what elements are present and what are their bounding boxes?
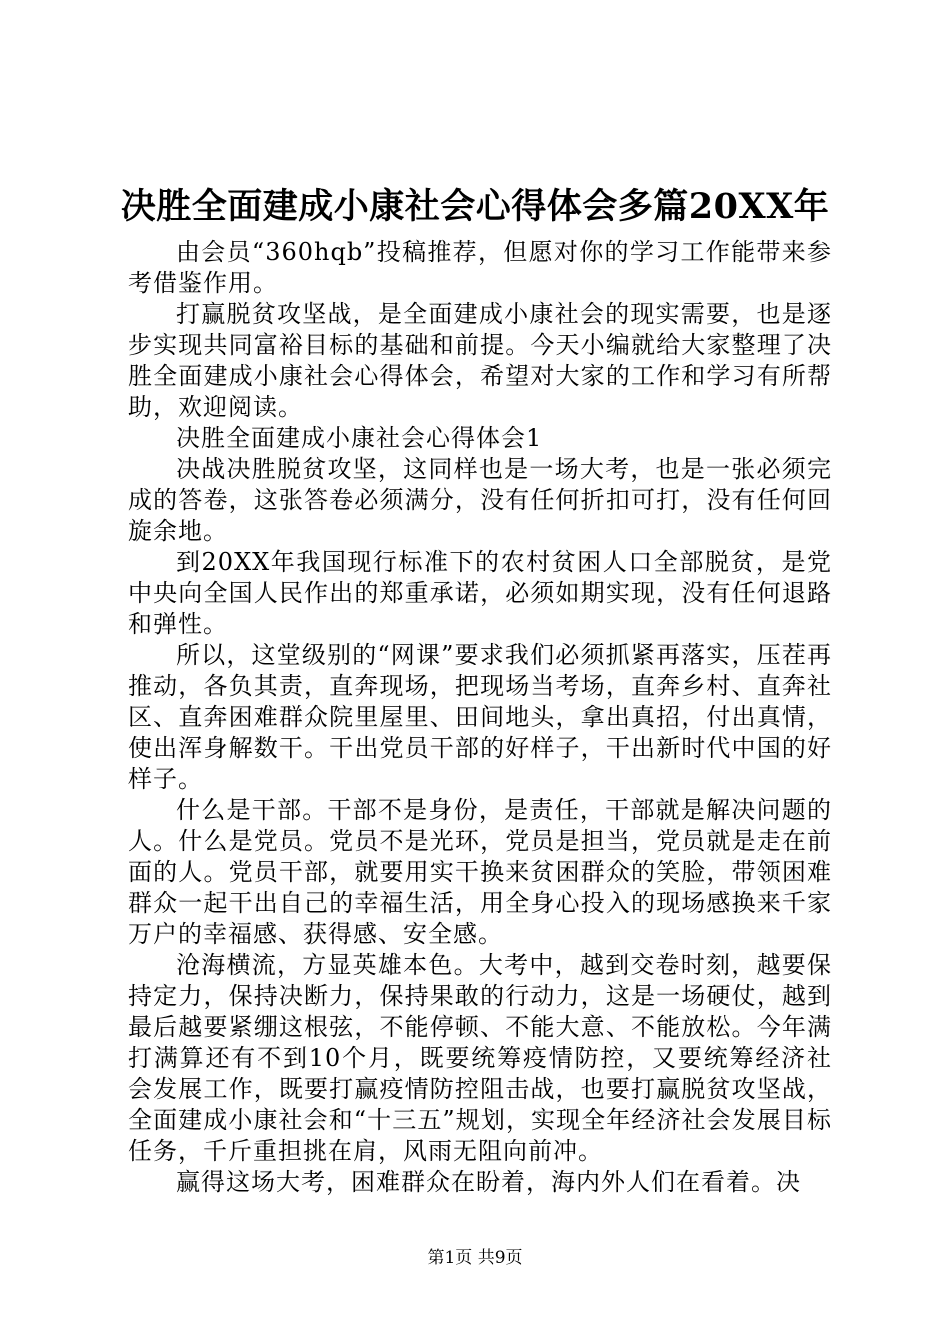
page-footer: 第1页 共9页	[427, 1248, 523, 1268]
paragraph: 所以，这堂级别的“网课”要求我们必须抓紧再落实，压茬再推动，各负其责，直奔现场，把现场当考场，直奔乡村、直奔社区、直奔困难群众院里屋里、田间地头，拿出真招，付出真情，使出浑身解数干。干出党员干部的好样子，干出新时代中国的好样子。	[128, 641, 832, 793]
paragraph: 沧海横流，方显英雄本色。大考中，越到交卷时刻，越要保持定力，保持决断力，保持果敢的行动力，这是一场硬仗，越到最后越要紧绷这根弦，不能停顿、不能大意、不能放松。今年满打满算还有不到10个月，既要统筹疫情防控，又要统筹经济社会发展工作，既要打赢疫情防控阻击战，也要打赢脱贫攻坚战，全面建成小康社会和“十三五”规划，实现全年经济社会发展目标任务，千斤重担挑在肩，风雨无阻向前冲。	[128, 951, 832, 1165]
paragraph: 什么是干部。干部不是身份，是责任，干部就是解决问题的人。什么是党员。党员不是光环，党员是担当，党员就是走在前面的人。党员干部，就要用实干换来贫困群众的笑脸，带领困难群众一起干出自己的幸福生活，用全身心投入的现场感换来千家万户的幸福感、获得感、安全感。	[128, 796, 832, 948]
document-title: 决胜全面建成小康社会心得体会多篇20XX年	[120, 186, 830, 227]
paragraph: 打赢脱贫攻坚战，是全面建成小康社会的现实需要，也是逐步实现共同富裕目标的基础和前提。今天小编就给大家整理了决胜全面建成小康社会心得体会，希望对大家的工作和学习有所帮助，欢迎阅读。	[128, 300, 832, 421]
document-body	[128, 237, 832, 1198]
paragraph: 决战决胜脱贫攻坚，这同样也是一场大考，也是一张必须完成的答卷，这张答卷必须满分，没有任何折扣可打，没有任何回旋余地。	[128, 455, 832, 545]
paragraph: 赢得这场大考，困难群众在盼着，海内外人们在看着。决	[176, 1168, 801, 1196]
section-heading: 决胜全面建成小康社会心得体会1	[176, 424, 543, 452]
paragraph-intro: 由会员“360hqb”投稿推荐，但愿对你的学习工作能带来参考借鉴作用。	[128, 238, 832, 297]
paragraph: 到20XX年我国现行标准下的农村贫困人口全部脱贫，是党中央向全国人民作出的郑重承诺，必须如期实现，没有任何退路和弹性。	[128, 548, 832, 638]
